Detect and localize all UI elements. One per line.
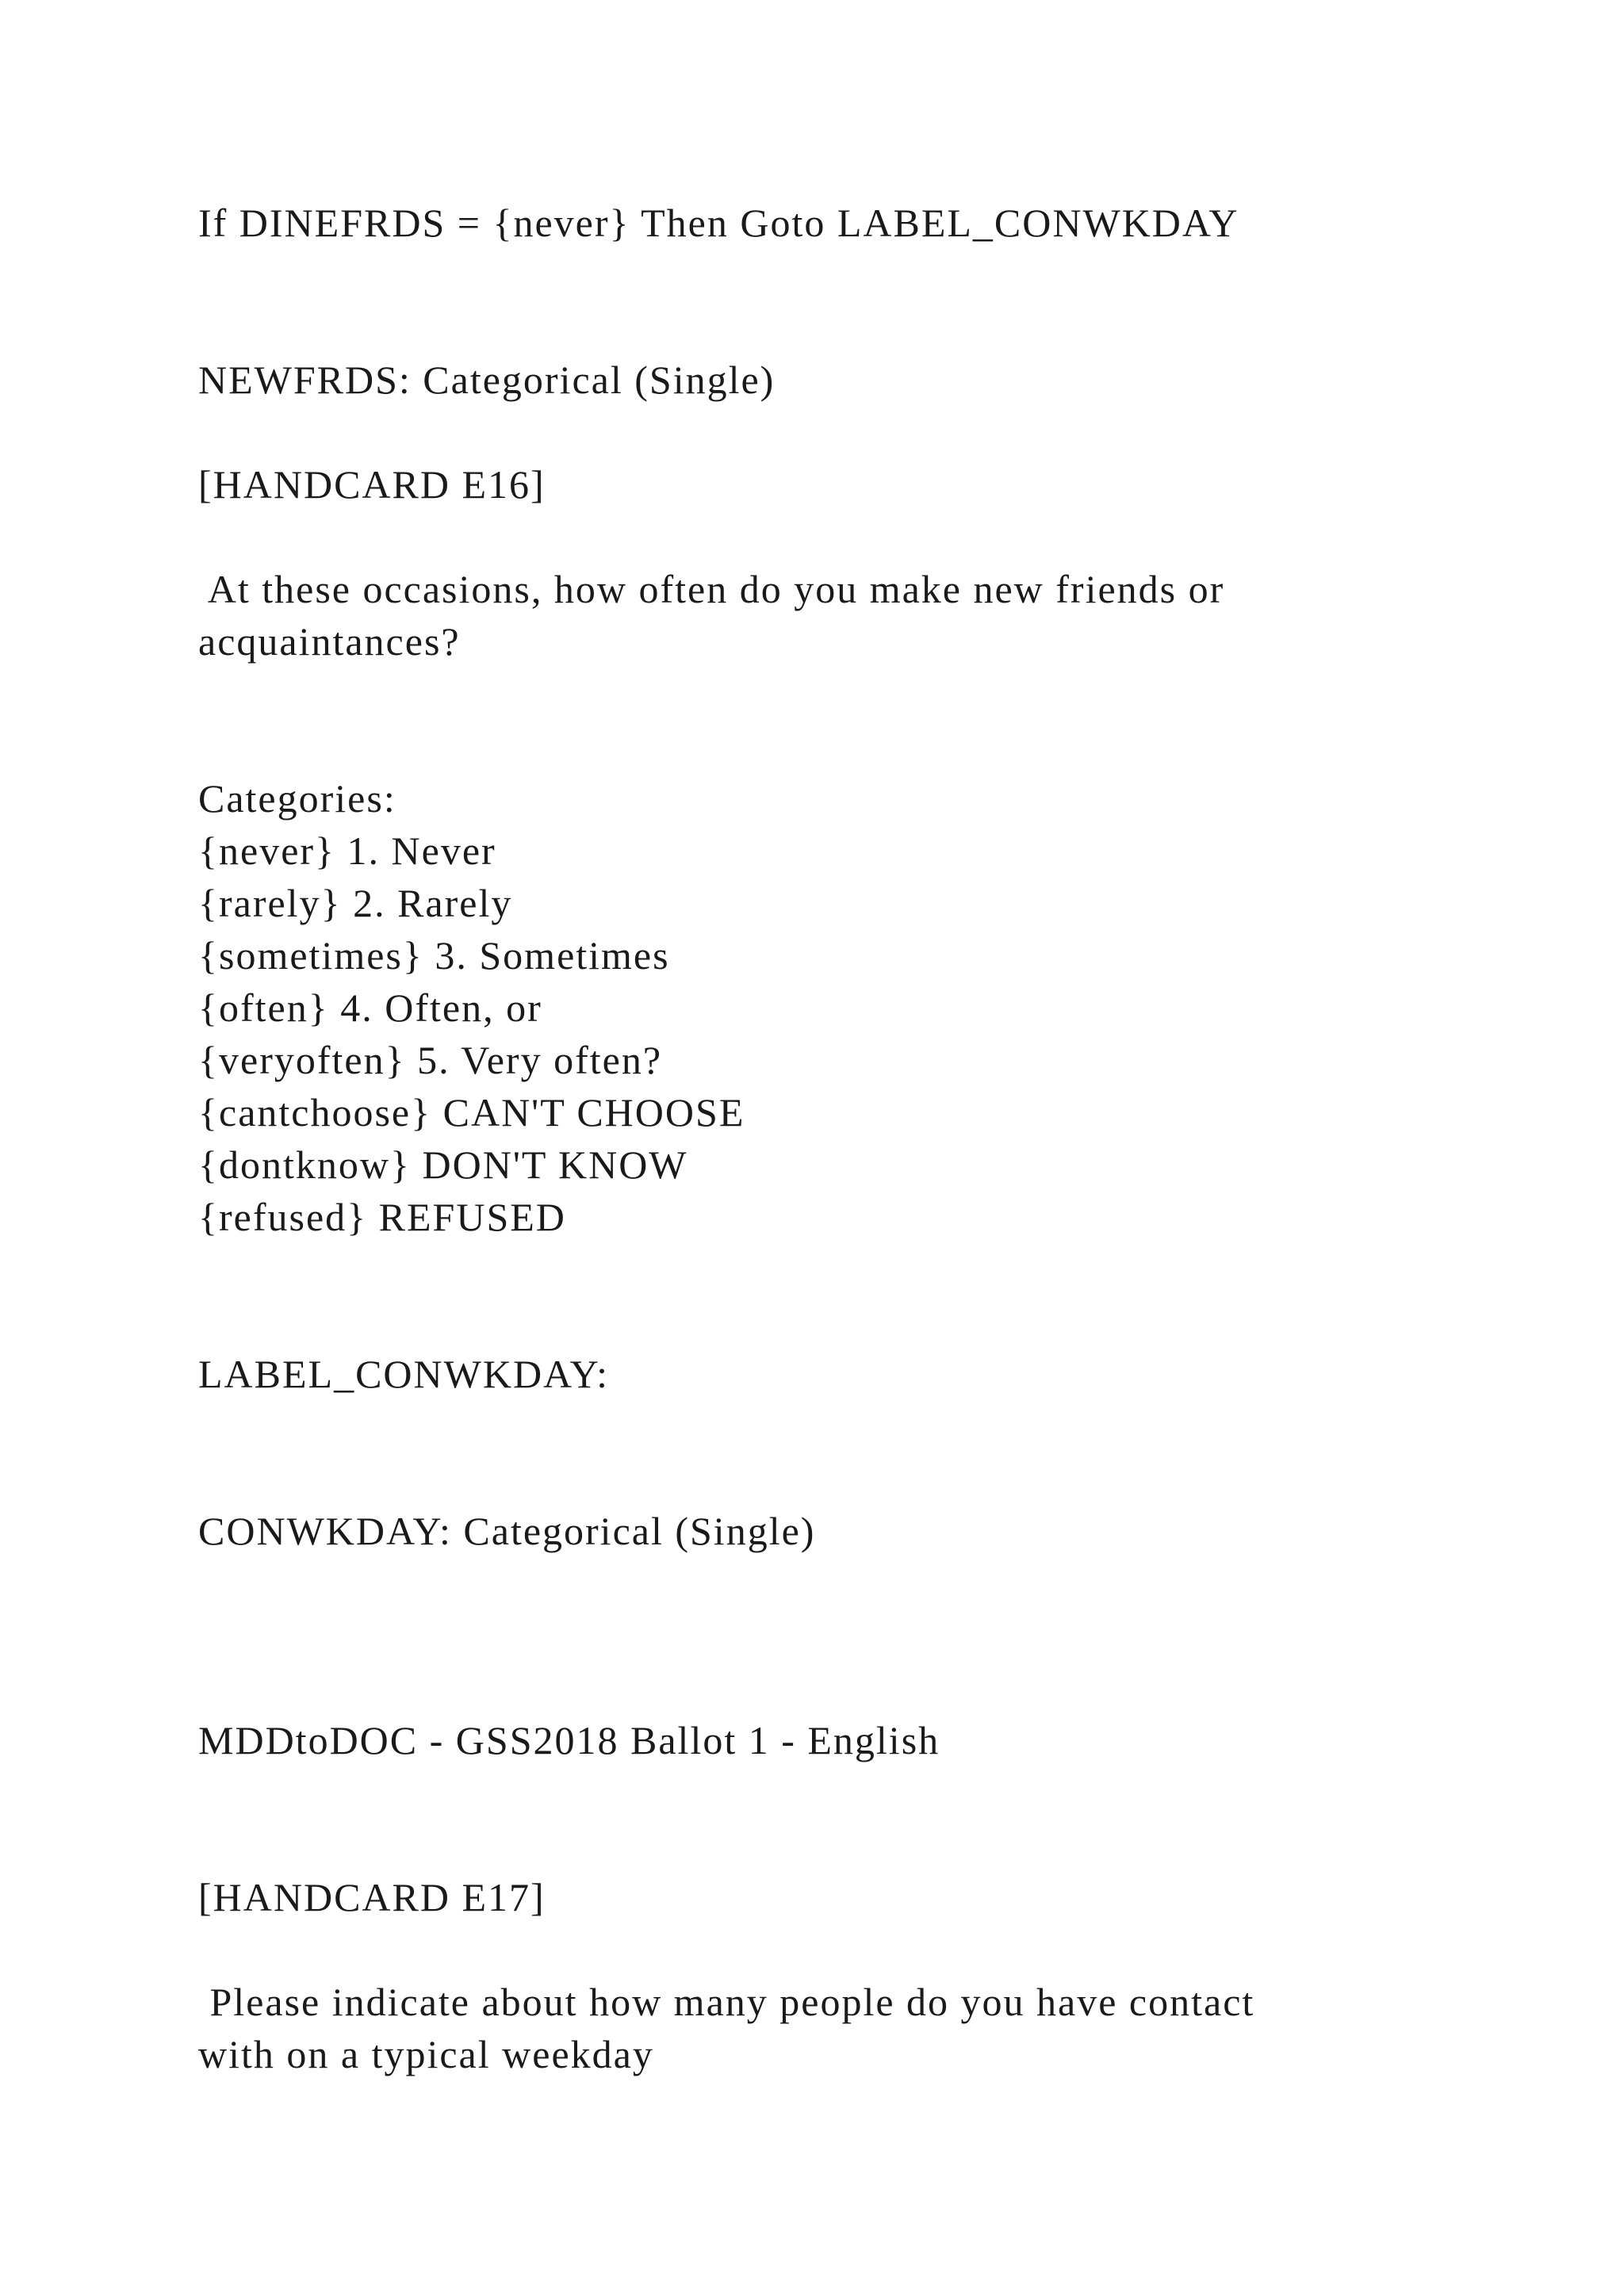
categories-label: Categories: [198,776,396,821]
question-text-line: At these occasions, how often do you make new friends or [198,567,1225,611]
handcard-e17: [HANDCARD E17] [198,1875,546,1919]
category-item: {never} 1. Never [198,828,496,873]
category-item: {sometimes} 3. Sometimes [198,933,670,978]
skip-instruction: If DINEFRDS = {never} Then Goto LABEL_CONWKDAY [198,201,1239,245]
page-footer: MDDtoDOC - GSS2018 Ballot 1 - English [198,1718,940,1762]
category-item: {dontknow} DON'T KNOW [198,1142,688,1187]
question-header-conwkday: CONWKDAY: Categorical (Single) [198,1509,816,1553]
question-text-line: with on a typical weekday [198,2032,654,2076]
category-item: {veryoften} 5. Very often? [198,1038,663,1082]
question-header-newfrds: NEWFRDS: Categorical (Single) [198,358,776,402]
question-text-line: Please indicate about how many people do you have contact [198,1980,1255,2024]
category-item: {rarely} 2. Rarely [198,881,513,925]
question-text-line: acquaintances? [198,619,461,664]
handcard-e16: [HANDCARD E16] [198,462,546,507]
category-item: {cantchoose} CAN'T CHOOSE [198,1090,745,1135]
category-item: {often} 4. Often, or [198,985,542,1030]
label-conwkday: LABEL_CONWKDAY: [198,1352,609,1396]
category-item: {refused} REFUSED [198,1195,566,1239]
